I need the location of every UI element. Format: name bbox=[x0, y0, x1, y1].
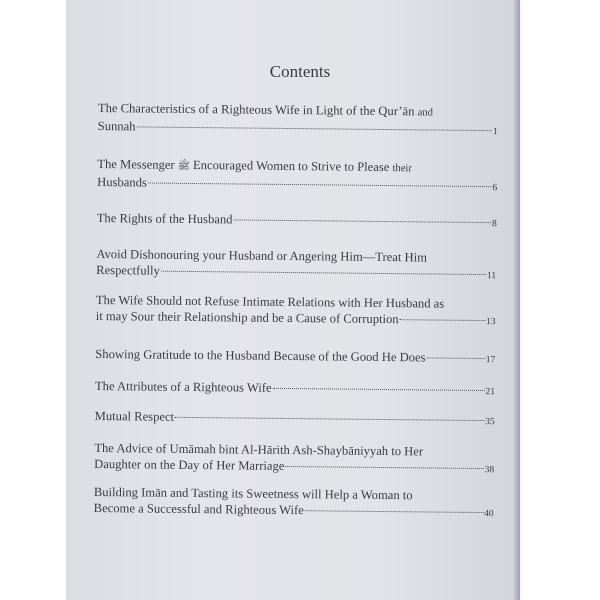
entry-title-line2: Sunnah bbox=[97, 118, 136, 134]
entry-title-pre: The Messenger bbox=[97, 156, 175, 172]
entry-title-small: their bbox=[392, 163, 412, 175]
page-number: 35 bbox=[485, 417, 495, 428]
entry-title-line1: The Attributes of a Righteous Wife bbox=[94, 378, 272, 395]
entry-title-line1: Building Imān and Tasting its Sweetness will Help a Woman to bbox=[93, 484, 413, 503]
entry-title-line1: Mutual Respect bbox=[94, 408, 175, 424]
page-number: 40 bbox=[484, 509, 494, 520]
entry-title-line2: Respectfully bbox=[96, 262, 160, 278]
toc-entry bbox=[96, 292, 496, 330]
dot-leader bbox=[161, 271, 486, 275]
dot-leader bbox=[233, 219, 491, 223]
toc-entry bbox=[98, 100, 498, 140]
entry-title-line2: Daughter on the Day of Her Marriage bbox=[94, 456, 285, 473]
page-number: 6 bbox=[492, 183, 498, 194]
dot-leader bbox=[148, 183, 492, 188]
entry-title-line1: Avoid Dishonouring your Husband or Angering Him—Treat Him bbox=[96, 246, 428, 265]
entry-title-line2: Become a Successful and Righteous Wife bbox=[93, 500, 304, 518]
entry-title-small: and bbox=[417, 107, 433, 119]
page-number: 17 bbox=[485, 355, 496, 366]
dot-leader bbox=[136, 126, 491, 131]
toc-entry bbox=[94, 484, 494, 522]
dot-leader bbox=[175, 417, 484, 421]
page-number: 13 bbox=[486, 317, 496, 328]
dot-leader bbox=[273, 388, 485, 391]
entry-title-line2: Husbands bbox=[97, 174, 147, 190]
entry-title-line2: it may Sour their Relationship and be a Cause of Corruption bbox=[95, 308, 399, 327]
page-title: Contents bbox=[269, 62, 331, 81]
page-edge bbox=[514, 0, 520, 600]
dot-leader bbox=[400, 319, 486, 321]
toc-entry bbox=[94, 440, 494, 478]
entry-title-line1: The Wife Should not Refuse Intimate Relations with Her Husband as bbox=[95, 292, 445, 311]
toc-entry bbox=[97, 156, 497, 196]
dot-leader bbox=[285, 466, 483, 469]
entry-title-line1: The Characteristics of a Righteous Wife in Light of the Qur’ān bbox=[97, 100, 415, 119]
entry-title-post: Encouraged Women to Strive to Please bbox=[192, 157, 390, 175]
entry-title-line1: The Rights of the Husband bbox=[96, 210, 233, 227]
dot-leader bbox=[305, 510, 483, 513]
entry-title-line1: The Advice of Umāmah bint Al-Hārith Ash-Shaybāniyyah to Her bbox=[94, 440, 424, 459]
page-number: 21 bbox=[485, 387, 496, 398]
honorific-glyph: ﷺ bbox=[177, 160, 190, 172]
page-number: 1 bbox=[492, 127, 498, 138]
entry-title-line1: Showing Gratitude to the Husband Because of the Good He Does bbox=[95, 346, 426, 365]
page-number: 11 bbox=[486, 271, 497, 282]
page-number: 8 bbox=[491, 219, 497, 230]
page-number: 38 bbox=[484, 465, 495, 476]
toc-entry bbox=[96, 246, 496, 284]
dot-leader bbox=[426, 357, 484, 359]
